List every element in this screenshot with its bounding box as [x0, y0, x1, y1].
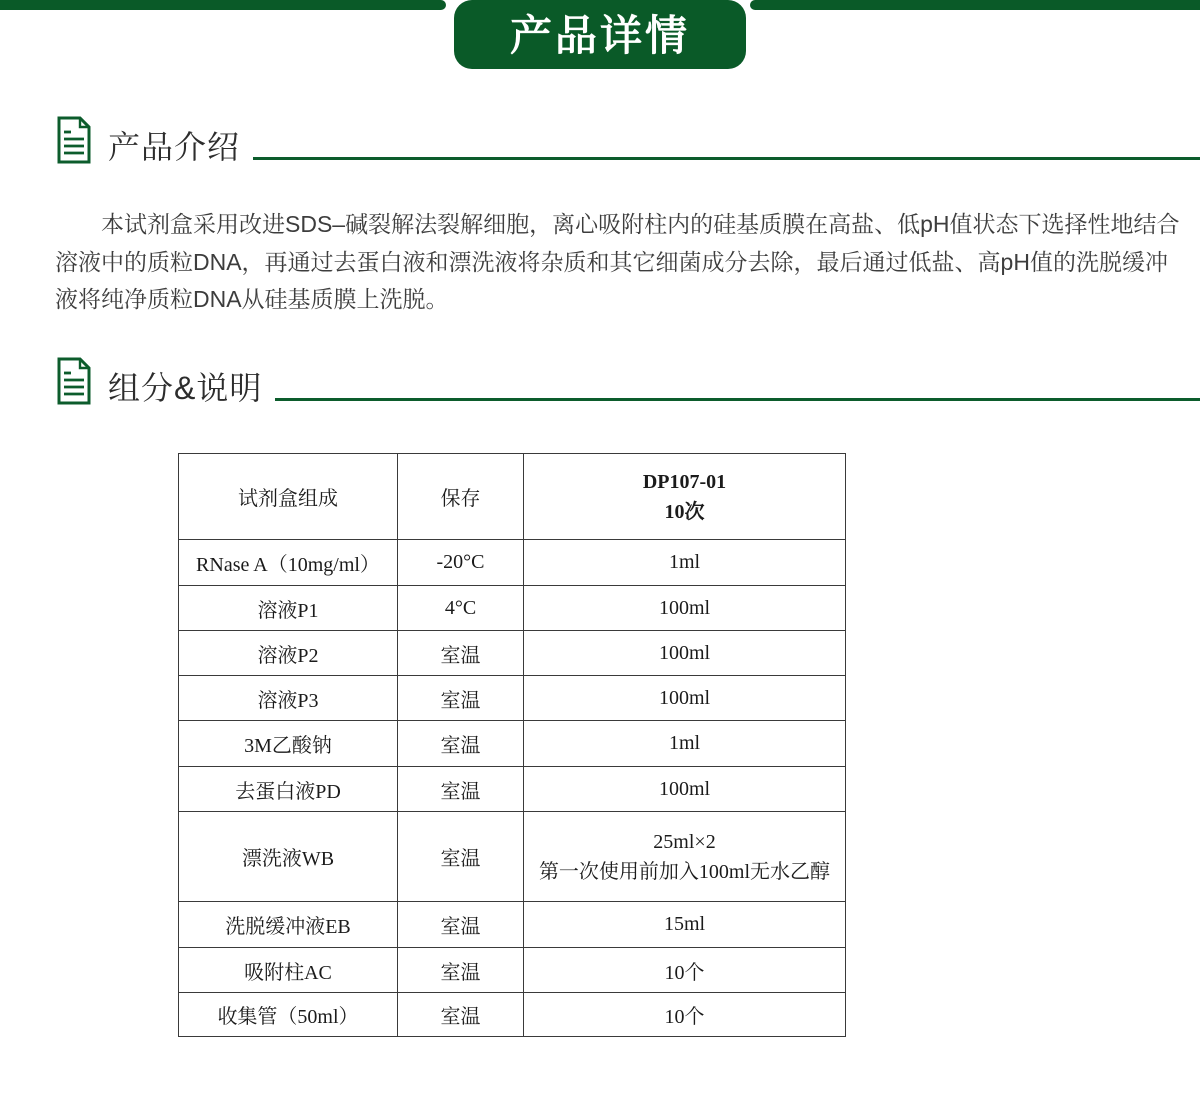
intro-line: 液将纯净质粒DNA从硅基质膜上洗脱。 — [55, 286, 449, 312]
reagent-name-cell: RNase A（10mg/ml） — [179, 540, 398, 586]
table-row — [179, 586, 846, 631]
reagent-name-cell: 溶液P1 — [179, 586, 398, 631]
section-header-components — [55, 356, 1200, 406]
header-component: 试剂盒组成 — [179, 454, 398, 540]
banner-tab — [454, 0, 746, 69]
amount-cell: 100ml — [524, 767, 846, 812]
amount-note: 第一次使用前加入100ml无水乙醇 — [538, 860, 831, 883]
storage-cell: 室温 — [398, 993, 524, 1037]
table-header-row — [179, 454, 846, 540]
amount-cell: 1ml — [524, 540, 846, 586]
reagent-name-cell: 洗脱缓冲液EB — [179, 902, 398, 948]
reagent-name-cell: 收集管（50ml） — [179, 993, 398, 1037]
storage-cell: 室温 — [398, 721, 524, 767]
intro-paragraph — [55, 206, 1185, 319]
document-icon — [55, 115, 93, 165]
storage-cell: 室温 — [398, 631, 524, 676]
amount-cell — [524, 812, 846, 902]
amount-cell: 15ml — [524, 902, 846, 948]
amount-cell: 100ml — [524, 676, 846, 721]
storage-cell: 室温 — [398, 902, 524, 948]
header-spec-count: 10次 — [664, 500, 705, 523]
section-title-components: 组分&说明 — [108, 369, 263, 406]
table-row — [179, 948, 846, 993]
reagent-name-cell: 吸附柱AC — [179, 948, 398, 993]
amount-cell: 100ml — [524, 631, 846, 676]
top-bar-left-segment — [0, 0, 446, 10]
table-row — [179, 767, 846, 812]
amount-cell: 1ml — [524, 721, 846, 767]
header-spec-code: DP107-01 — [642, 470, 727, 493]
table-row — [179, 721, 846, 767]
table-row — [179, 902, 846, 948]
document-icon — [55, 356, 93, 406]
reagent-name-cell: 3M乙酸钠 — [179, 721, 398, 767]
reagent-name-cell: 溶液P3 — [179, 676, 398, 721]
header-spec — [524, 454, 846, 540]
storage-cell: 室温 — [398, 767, 524, 812]
storage-cell: 室温 — [398, 812, 524, 902]
table-row — [179, 631, 846, 676]
storage-cell: 室温 — [398, 676, 524, 721]
intro-line: 溶液中的质粒DNA，再通过去蛋白液和漂洗液将杂质和其它细菌成分去除，最后通过低盐、高pH值的洗脱缓冲 — [55, 248, 1168, 275]
amount-cell: 10个 — [524, 993, 846, 1037]
section-title-intro: 产品介绍 — [108, 128, 241, 165]
storage-cell: 4°C — [398, 586, 524, 631]
amount-cell: 100ml — [524, 586, 846, 631]
reagent-name-cell: 漂洗液WB — [179, 812, 398, 902]
table-row — [179, 993, 846, 1037]
amount-value: 25ml×2 — [653, 830, 716, 853]
storage-cell: 室温 — [398, 948, 524, 993]
reagent-name-cell: 去蛋白液PD — [179, 767, 398, 812]
table-row — [179, 540, 846, 586]
components-table — [178, 453, 846, 1037]
section-underline — [275, 398, 1200, 401]
amount-cell: 10个 — [524, 948, 846, 993]
header-storage: 保存 — [398, 454, 524, 540]
reagent-name-cell: 溶液P2 — [179, 631, 398, 676]
table-row — [179, 676, 846, 721]
top-bar-right-segment — [750, 0, 1200, 10]
page-title: 产品详情 — [509, 11, 690, 59]
storage-cell: -20°C — [398, 540, 524, 586]
table-row — [179, 812, 846, 902]
section-underline — [253, 157, 1200, 160]
intro-line: 本试剂盒采用改进SDS–碱裂解法裂解细胞，离心吸附柱内的硅基质膜在高盐、低pH值状态下选择性地结合 — [101, 211, 1180, 237]
section-header-intro — [55, 115, 1200, 165]
